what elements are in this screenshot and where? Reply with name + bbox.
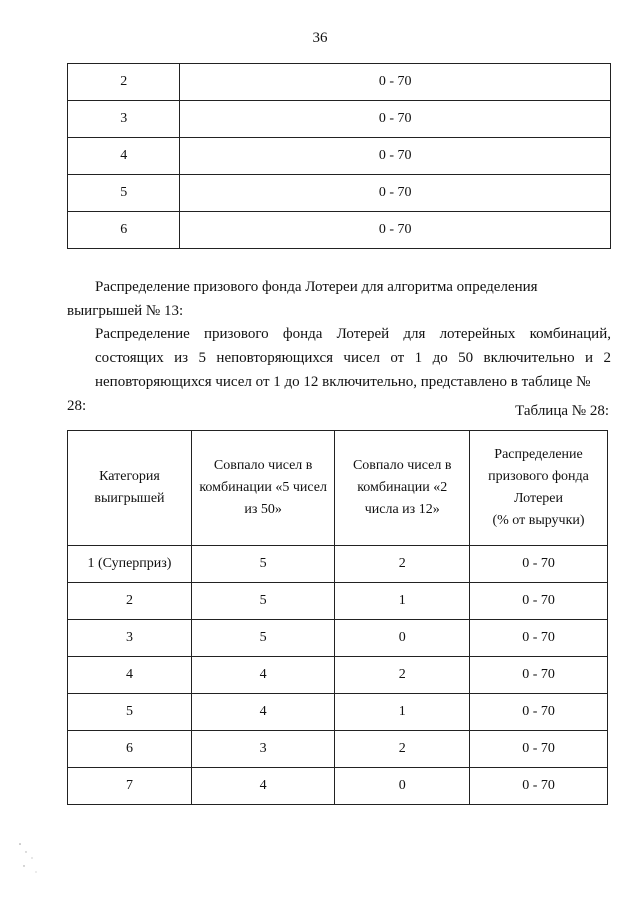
matched-main-cell: 5 [191,583,334,620]
category-cell: 2 [68,64,180,101]
header-line: комбинации «2 [357,480,448,495]
matched-extra-cell: 0 [335,620,470,657]
distribution-cell: 0 - 70 [470,731,608,768]
distribution-cell: 0 - 70 [470,620,608,657]
category-cell: 3 [68,101,180,138]
matched-extra-cell: 2 [335,657,470,694]
category-cell: 5 [68,694,192,731]
table-row [68,768,608,805]
header-line: Совпало чисел в [352,458,452,473]
distribution-cell: 0 - 70 [470,546,608,583]
matched-extra-cell: 2 [335,731,470,768]
category-cell: 3 [68,620,192,657]
header-prize-distribution [470,431,608,546]
table-row [68,657,608,694]
matched-extra-cell: 2 [335,546,470,583]
header-line: выигрышей [94,491,165,506]
header-matched-2-of-12 [335,431,470,546]
header-line: из 50» [244,502,282,517]
page-number: 36 [312,30,328,46]
distribution-cell: 0 - 70 [470,694,608,731]
header-line: комбинации «5 чисел [199,480,327,495]
header-line: призового фонда [488,469,589,484]
paragraph-algorithm-13: Распределение призового фонда Лотереи для алгоритма определения выигрышей № 13: [67,279,538,319]
matched-main-cell: 4 [191,768,334,805]
category-cell: 5 [68,175,180,212]
distribution-cell: 0 - 70 [470,657,608,694]
table-row [68,620,608,657]
header-category [68,431,192,546]
category-distribution-table-continued [67,63,611,249]
table-row [68,212,611,249]
table-row [68,138,611,175]
header-line: числа из 12» [364,502,440,517]
table-row [68,64,611,101]
distribution-cell: 0 - 70 [180,138,611,175]
table-row [68,546,608,583]
matched-extra-cell: 1 [335,583,470,620]
table-28-label: Таблица № 28: [515,403,609,419]
table-row [68,731,608,768]
category-cell: 4 [68,657,192,694]
header-line: Лотереи [514,491,564,506]
scan-speckle [14,838,54,888]
matched-main-cell: 4 [191,657,334,694]
paragraph-line: Распределение призового фонда Лотерей для лотерейных комбинаций, [95,326,611,342]
table-row [68,694,608,731]
distribution-cell: 0 - 70 [180,175,611,212]
matched-main-cell: 4 [191,694,334,731]
category-cell: 7 [68,768,192,805]
matched-main-cell: 3 [191,731,334,768]
table-row [68,175,611,212]
distribution-cell: 0 - 70 [180,212,611,249]
category-cell: 1 (Суперприз) [68,546,192,583]
category-cell: 6 [68,731,192,768]
matched-main-cell: 5 [191,546,334,583]
header-line: Совпало чисел в [213,458,313,473]
header-line: Категория [99,469,160,484]
category-cell: 2 [68,583,192,620]
header-line: (% от выручки) [492,513,585,528]
matched-main-cell: 5 [191,620,334,657]
paragraph-line: неповторяющихся чисел от 1 до 12 включительно, представлено в таблице № 28: [67,374,591,414]
distribution-cell: 0 - 70 [470,768,608,805]
category-cell: 4 [68,138,180,175]
table-28 [67,430,608,805]
category-cell: 6 [68,212,180,249]
matched-extra-cell: 1 [335,694,470,731]
paragraph-line: состоящих из 5 неповторяющихся чисел от 1 до 50 включительно и 2 [95,350,611,366]
table-header-row [68,431,608,546]
distribution-cell: 0 - 70 [470,583,608,620]
header-line: Распределение [494,447,583,462]
table-row [68,101,611,138]
distribution-cell: 0 - 70 [180,101,611,138]
distribution-cell: 0 - 70 [180,64,611,101]
header-matched-5-of-50 [191,431,334,546]
table-row [68,583,608,620]
matched-extra-cell: 0 [335,768,470,805]
